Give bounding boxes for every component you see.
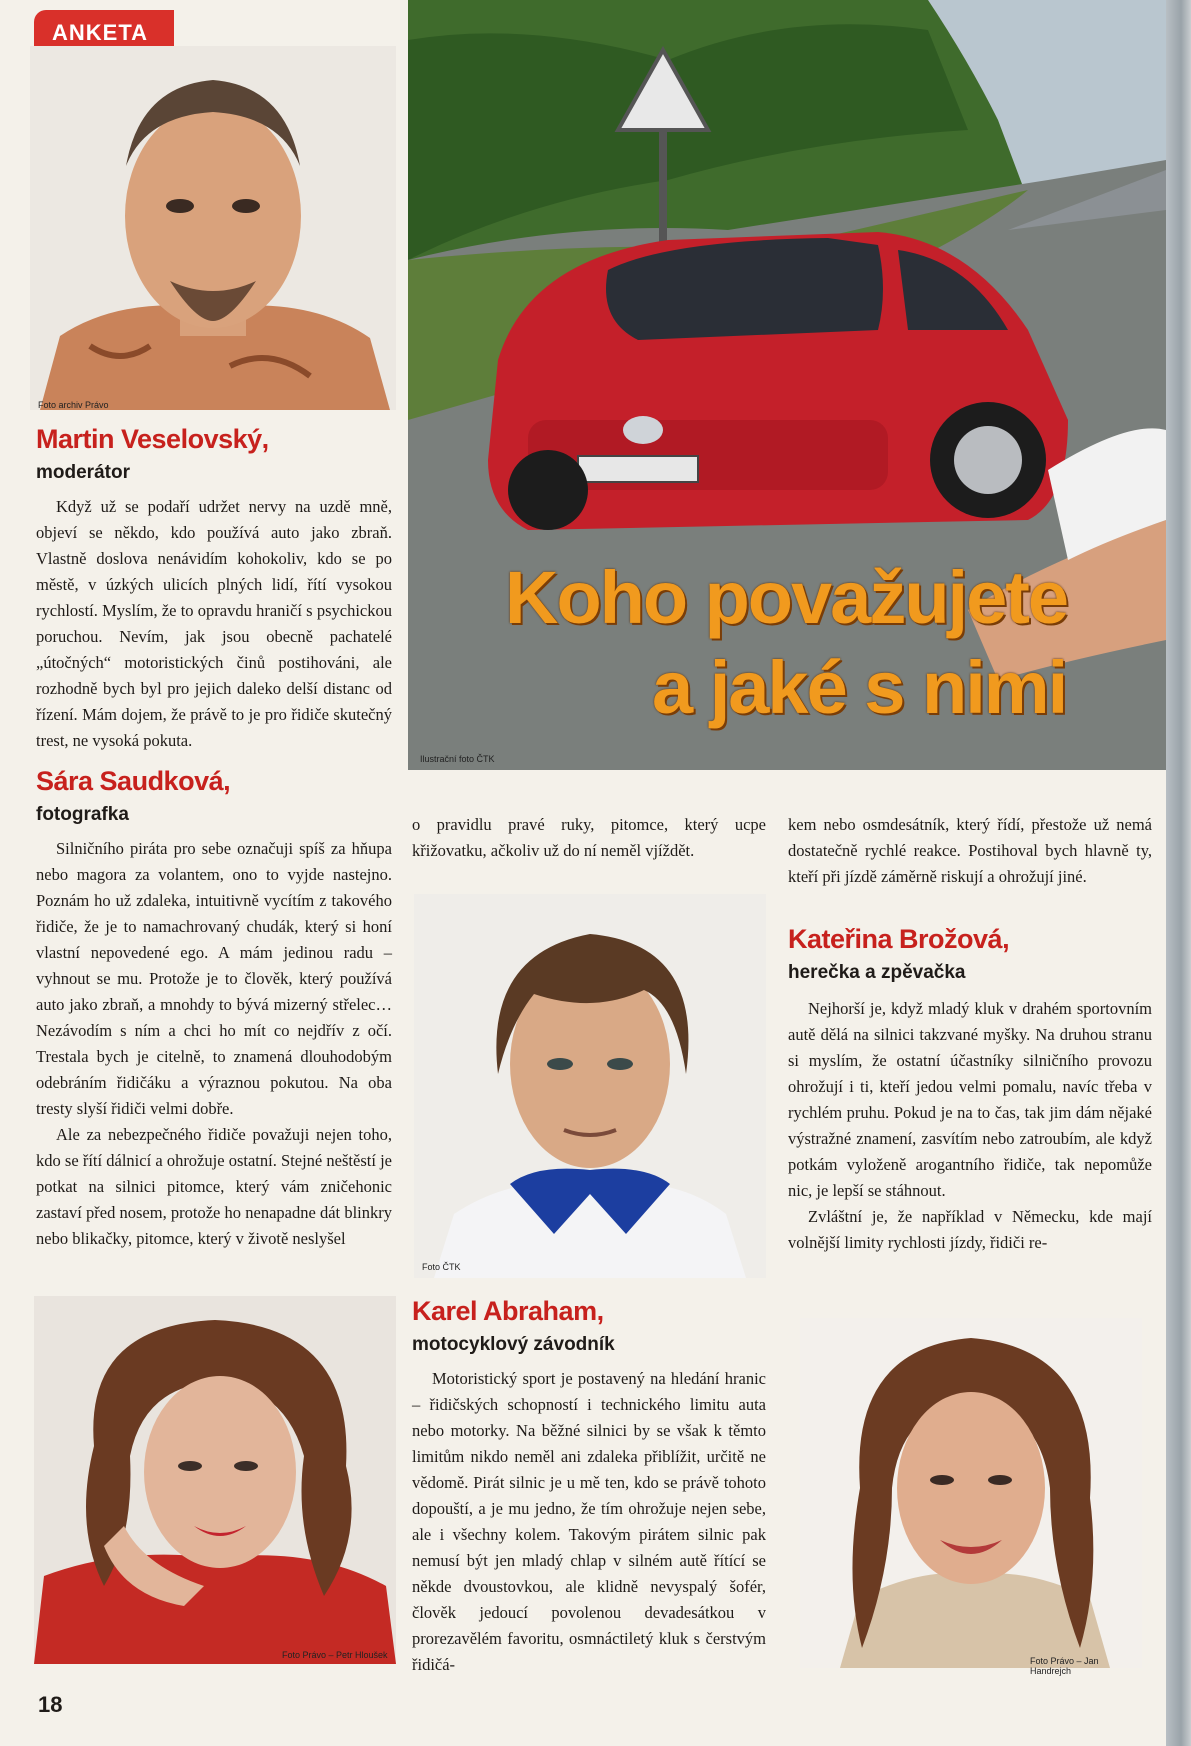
role-sara-saudkova: fotografka [36,804,129,825]
headline-line-2: a jaké s nimi [652,646,1067,729]
role-katerina-brozova: herečka a zpěvačka [788,962,966,983]
role-martin-veselovsky: moderátor [36,462,130,483]
answer-martin-veselovsky [36,494,392,754]
portrait-sara-saudkova [34,1296,396,1664]
answer-sara-saudkova [36,836,392,1252]
answer-katerina-paragraph-2: Zvláštní je, že například v Německu, kde mají volnější limity rychlosti jízdy, řidiči re- [788,1207,1152,1252]
headline-line-1: Koho považujete [505,556,1068,639]
answer-sara-continuation [412,812,766,864]
photo-credit-sara: Foto Právo – Petr Hloušek [282,1650,388,1660]
answer-karel-text: Motoristický sport je postavený na hledání hranic – řidičských schopností i technického limitu auta nebo motorky. Na běžné silnici by se však k těmto limitům nikdo neměl ani zdaleka přiblížit, určitě ne vědomě. Pirát silnic je u mě ten, kdo se právě tohoto dopouští, a je mu jedno, že tím ohrožuje nejen sebe, ale i všechny kolem. Takovým pirátem silnic pak nemusí být jen mladý chlap v silném autě řítící se někde dvoustovkou, ale klidně nevyspalý šofér, člověk jedoucí povolenou devadesátkou v prorezavělém favoritu, osmnáctiletý kluk s čerstvým řidičá- [412,1369,766,1674]
portrait-karel-abraham [414,894,766,1278]
photo-credit-katerina: Foto Právo – Jan Handrejch [1030,1656,1099,1676]
answer-martin-text: Když už se podaří udržet nervy na uzdě mně, objeví se někdo, kdo používá auto jako zbraň. Vlastně doslova nenávidím kohokoliv, kdo se po městě, v úzkých ulicích plných lidí, řítí vysokou rychlostí. Myslím, že to opravdu hraničí s psychickou poruchou. Nevím, jak jsou obecně pachatelé „útočných“ motoristických činů postihováni, ale rozhodně bych byl pro jejich daleko delší distanc od řízení. Mám dojem, že právě to je pro řidiče skutečný trest, ne vysoká pokuta. [36,497,392,750]
page-number: 18 [38,1692,63,1717]
name-sara-saudkova: Sára Saudková, [36,766,231,796]
photo-credit-car: Ilustrační foto ČTK [420,754,495,764]
role-karel-abraham: motocyklový závodník [412,1334,615,1355]
photo-credit-karel: Foto ČTK [422,1262,461,1272]
section-tag: ANKETA [34,10,174,56]
answer-katerina-paragraph-1: Nejhorší je, když mladý kluk v drahém sportovním autě dělá na silnici takzvané myšky. Na druhou stranu si myslím, že ostatní účastníky silničního provozu ohrožují i ti, kteří jedou velmi pomalu, navíc třeba v rychlém pruhu. Pokud je na to čas, tak jim dám nějaké výstražné znamení, zasvítím nebo zatroubím, ale když potkám vyloženě arogantního řidiče, tak nepomůže nic, je lepší se stáhnout. [788,999,1152,1200]
portrait-martin-veselovsky [30,46,396,410]
answer-katerina-brozova [788,996,1152,1256]
photo-credit-martin: Foto archiv Právo [38,400,109,410]
portrait-katerina-brozova [800,1318,1142,1676]
answer-karel-abraham [412,1366,766,1678]
name-katerina-brozova: Kateřina Brožová, [788,924,1010,954]
name-martin-veselovsky: Martin Veselovský, [36,424,269,454]
answer-sara-paragraph-1: Silničního piráta pro sebe označuji spíš za hňupa nebo magora za volantem, ono to vyjde nastejno. Poznám ho už zdaleka, intuitivně vycítím z takového řidiče, že je to namachrovaný chudák, který si honí vlastní nepovedené ego. A mám jedinou radu – vyhnout se mu. Protože je to člověk, který používá auto jako zbraň, a mnohdy to bývá mizerný střelec… Nezávodím s ním a chci ho mít co nejdřív z očí. Trestala bych je citelně, to znamená dlouhodobým odebráním řidičáku a výraznou pokutou. Na oba tresty slyší řidiči velmi dobře. [36,839,392,1118]
name-karel-abraham: Karel Abraham, [412,1296,604,1326]
answer-sara-continuation-2 [788,812,1152,890]
answer-sara-continuation-2-text: kem nebo osmdesátník, který řídí, přestože už nemá dostatečně rychlé reakce. Postihoval bych hlavně ty, kteří při jízdě záměrně riskují a ohrožují jiné. [788,815,1152,886]
answer-sara-paragraph-2: Ale za nebezpečného řidiče považuji nejen toho, kdo se řítí dálnicí a ohrožuje ostatní. Stejné neštěstí je potkat na silnici pitomce, který vám zničehonic zastaví před nosem, protože ho nenapadne dát blinkry nebo blikačky, pitomce, který v životě neslyšel [36,1125,392,1248]
page-fold-edge [1166,0,1191,1746]
answer-sara-continuation-text: o pravidlu pravé ruky, pitomce, který ucpe křižovatku, ačkoliv už do ní neměl vjíždět. [412,815,766,860]
